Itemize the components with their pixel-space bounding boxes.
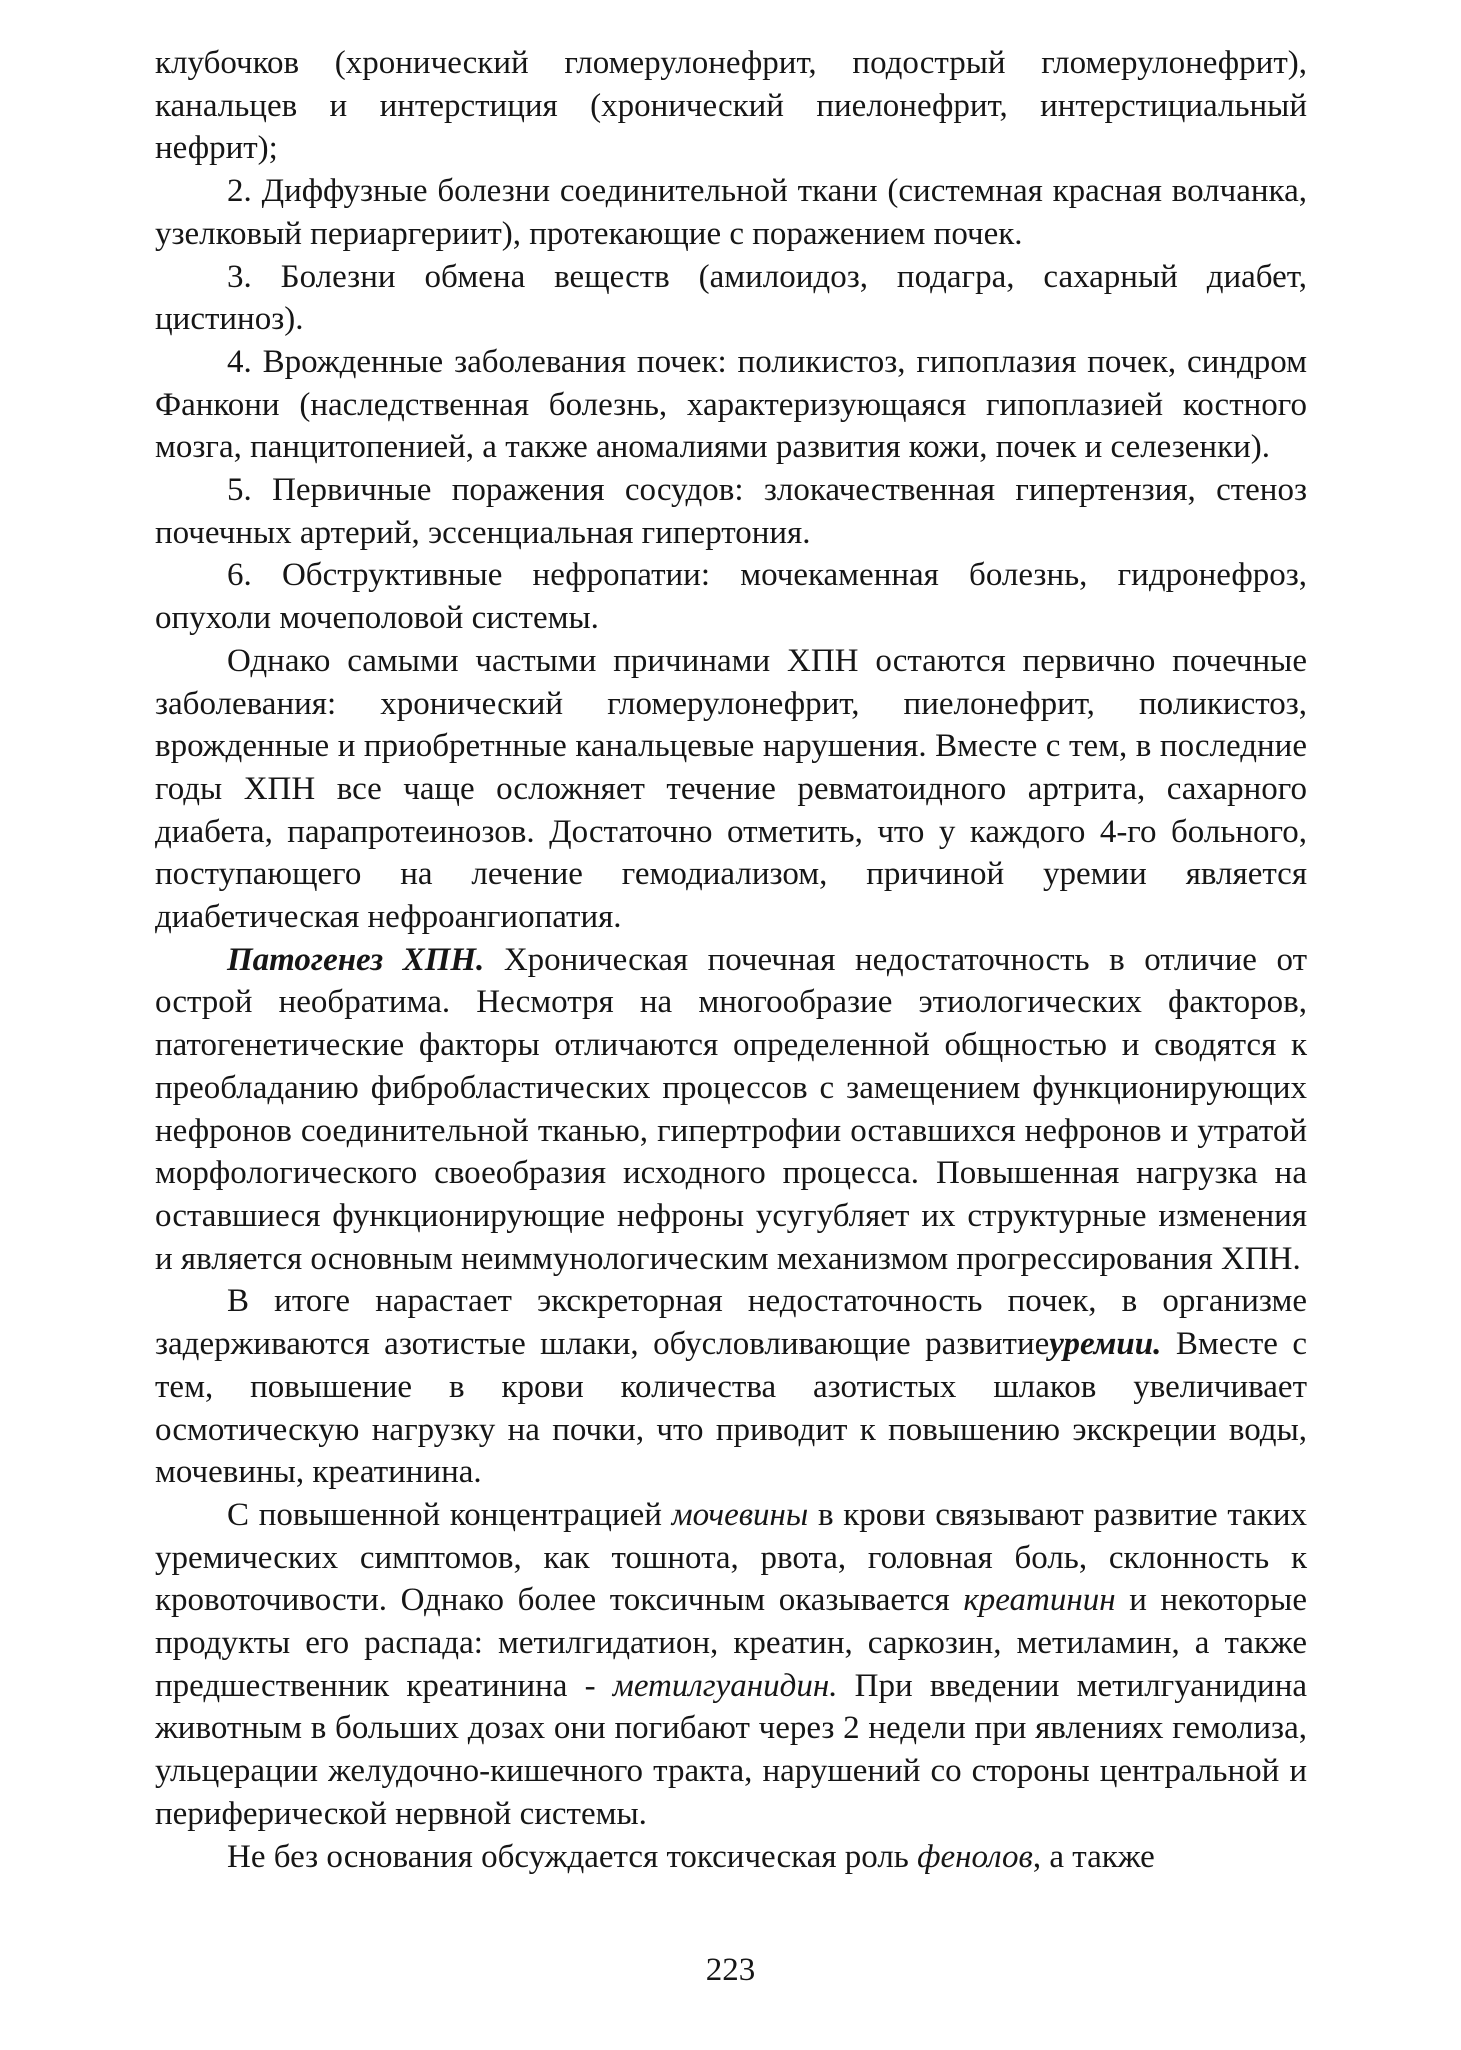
text-run: в крови связывают развитие таких уремических симптомов, как тошнота, рвота, головная боль, склонность к кровоточивости. Однако более токсичным оказывается (155, 1496, 1307, 1619)
italic-term: мочевины (671, 1496, 809, 1533)
paragraph (155, 939, 1307, 1281)
bold-italic-term: Патогенез ХПН. (227, 941, 485, 978)
page-number: 223 (705, 1952, 756, 1988)
text-run: Хроническая почечная недостаточность в отличие от острой необратима. Несмотря на многообразие этиологических факторов, патогенетические факторы отличаются определенной общностью и сводятся к преобладанию фибробластических процессов с замещением функционирующих нефронов соединительной тканью, гипертрофии оставшихся нефронов и утратой морфологического своеобразия исходного процесса. Повышенная нагрузка на оставшиеся функционирующие нефроны усугубляет их структурные изменения и является основным неиммунологическим механизмом прогрессирования ХПН. (155, 941, 1307, 1277)
text-run: 3. Болезни обмена веществ (амилоидоз, подагра, сахарный диабет, цистиноз). (155, 258, 1307, 338)
text-run: и некоторые продукты его распада: метилгидатион, креатин, саркозин, метиламин, а также предшественник креатинина - (155, 1582, 1308, 1704)
italic-term: фенолов (917, 1838, 1033, 1875)
paragraph (155, 554, 1307, 639)
text-run: С повышенной концентрацией (227, 1496, 672, 1533)
paragraph (155, 469, 1307, 554)
page-body (155, 42, 1307, 1878)
text-run: При введении метилгуанидина животным в больших дозах они погибают через 2 недели при явлениях гемолиза, ульцерации желудочно-кишечного тракта, нарушений со стороны центральной и периферической нервной системы. (155, 1667, 1307, 1832)
paragraph (155, 1494, 1307, 1836)
paragraph (155, 170, 1307, 255)
text-run: , а также (1032, 1838, 1155, 1875)
text-run: 2. Диффузные болезни соединительной ткани (системная красная волчанка, узелковый периаргериит), протекающие с поражением почек. (155, 173, 1307, 252)
paragraph (155, 341, 1307, 469)
paragraph (155, 1836, 1307, 1879)
text-run: клубочков (хронический гломерулонефрит, подострый гломерулонефрит), канальцев и интерстиция (хронический пиелонефрит, интерстициальный нефрит); (155, 45, 1307, 167)
italic-term: креатинин (963, 1582, 1116, 1619)
paragraph (155, 1280, 1307, 1494)
bold-italic-term: уремии. (1049, 1326, 1162, 1363)
text-run: Однако самыми частыми причинами ХПН остаются первично почечные заболевания: хронический гломерулонефрит, пиелонефрит, поликистоз, врожденные и приобретнные канальцевые нарушения. Вместе с тем, в последние годы ХПН все чаще осложняет течение ревматоидного артрита, сахарного диабета, парапротеинозов. Достаточно отметить, что у каждого 4-го больного, поступающего на лечение гемодиализом, причиной уремии является диабетическая нефроангиопатия. (155, 642, 1307, 936)
paragraph (155, 256, 1307, 341)
text-run: Не без основания обсуждается токсическая роль (227, 1838, 918, 1875)
text-run: 4. Врожденные заболевания почек: поликистоз, гипоплазия почек, синдром Фанкони (наследственная болезнь, характеризующаяся гипоплазией костного мозга, панцитопенией, а также аномалиями развития кожи, почек и селезенки). (155, 343, 1307, 466)
paragraph (155, 640, 1307, 939)
text-run: В итоге нарастает экскреторная недостаточность почек, в организме задерживаются азотистые шлаки, обусловливающие развитие (155, 1283, 1307, 1363)
italic-term: метилгуанидин. (612, 1667, 838, 1704)
text-run: Вместе с тем, повышение в крови количества азотистых шлаков увеличивает осмотическую нагрузку на почки, что приводит к повышению экскреции воды, мочевины, креатинина. (155, 1326, 1307, 1491)
text-run: 5. Первичные поражения сосудов: злокачественная гипертензия, стеноз почечных артерий, эссенциальная гипертония. (155, 472, 1307, 551)
text-run: 6. Обструктивные нефропатии: мочекаменная болезнь, гидронефроз, опухоли мочеполовой системы. (155, 557, 1307, 637)
paragraph (155, 42, 1307, 170)
